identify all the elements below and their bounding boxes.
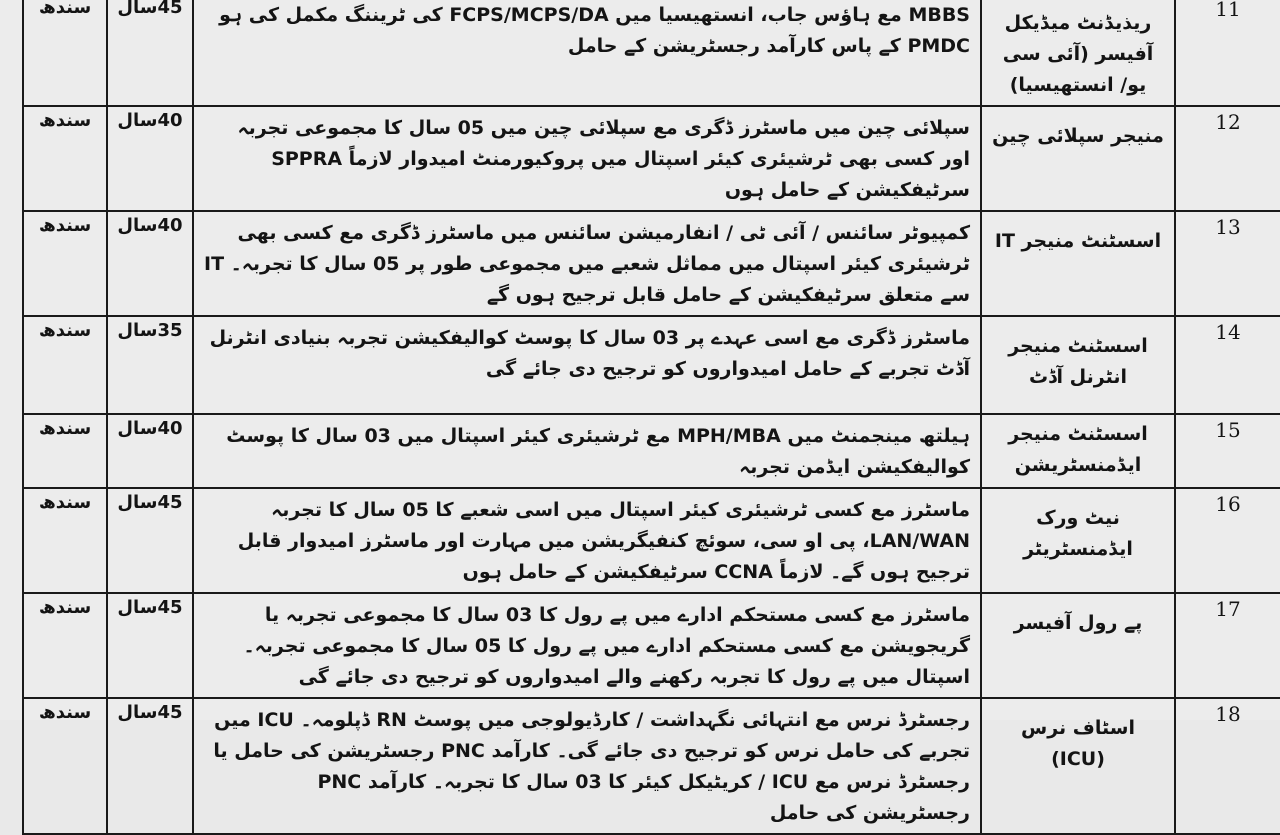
table-row: [23, 414, 1280, 488]
serial-number: 12: [1215, 110, 1241, 134]
requirement-cell: [193, 414, 981, 488]
age-text: 45سال: [117, 702, 183, 723]
age-cell: [107, 698, 193, 834]
post-title: ریذیڈنٹ میڈیکل آفیسر (آئی سی یو/ انستھیسیا): [1002, 12, 1154, 96]
requirement-cell: [193, 211, 981, 316]
serial-number: 16: [1215, 492, 1241, 516]
post-title: اسٹاف نرس (ICU): [1021, 717, 1135, 770]
domicile-cell: [23, 316, 107, 414]
age-text: 35سال: [117, 320, 183, 341]
table-row: [23, 698, 1280, 834]
requirement-cell: [193, 0, 981, 106]
table-row: [23, 488, 1280, 593]
domicile-text: سندھ: [38, 0, 92, 18]
age-cell: [107, 211, 193, 316]
domicile-cell: [23, 0, 107, 106]
requirement-text: سپلائی چین میں ماسٹرز ڈگری مع سپلائی چین میں 05 سال کا مجموعی تجربہ اور کسی بھی ٹرشیئری کیئر اسپتال میں پروکیورمنٹ امیدوار لازماً SPPRA سرٹیفکیشن کے حامل ہوں: [237, 117, 970, 201]
requirement-cell: [193, 488, 981, 593]
age-cell: [107, 106, 193, 211]
serial-number-cell: [1175, 106, 1280, 211]
table-row: [23, 106, 1280, 211]
age-text: 40سال: [117, 215, 183, 236]
serial-number-cell: [1175, 593, 1280, 698]
requirement-text: کمپیوٹر سائنس / آئی ٹی / انفارمیشن سائنس میں ماسٹرز ڈگری مع کسی بھی ٹرشیئری کیئر اسپتال میں مماثل شعبے میں مجموعی طور پر 05 سال کا تجربہ۔ IT سے متعلق سرٹیفکیشن کے حامل قابل ترجیح ہوں گے: [204, 222, 970, 306]
age-text: 40سال: [117, 110, 183, 131]
serial-number: 17: [1215, 597, 1241, 621]
post-title: اسسٹنٹ منیجر انٹرنل آڈٹ: [1008, 335, 1148, 388]
age-cell: [107, 593, 193, 698]
serial-number-cell: [1175, 211, 1280, 316]
requirement-text: ہیلتھ مینجمنٹ میں MPH/MBA مع ٹرشیئری کیئر اسپتال میں 03 سال کا پوسٹ کوالیفکیشن ایڈمن تجربہ: [226, 425, 970, 478]
post-cell: [981, 211, 1175, 316]
requirement-text: ماسٹرز ڈگری مع اسی عہدے پر 03 سال کا پوسٹ کوالیفکیشن تجربہ بنیادی انٹرنل آڈٹ تجربے کے حامل امیدواروں کو ترجیح دی جائے گی: [209, 327, 970, 380]
requirement-cell: [193, 698, 981, 834]
post-title: اسسٹنٹ منیجر IT: [994, 230, 1162, 252]
requirement-text: ماسٹرز مع کسی ٹرشیئری کیئر اسپتال میں اسی شعبے کا 05 سال کا تجربہ LAN/WAN، پی او سی، سوئچ کنفیگریشن میں مہارت اور ماسٹرز امیدوار قابل ترجیح ہوں گے۔ لازماً CCNA سرٹیفکیشن کے حامل ہوں: [237, 499, 970, 583]
table-row: [23, 0, 1280, 106]
domicile-text: سندھ: [38, 320, 92, 341]
jobs-table-body: [23, 0, 1280, 834]
serial-number: 15: [1215, 418, 1241, 442]
serial-number: 13: [1215, 215, 1241, 239]
domicile-cell: [23, 106, 107, 211]
serial-number-cell: [1175, 488, 1280, 593]
domicile-text: سندھ: [38, 492, 92, 513]
domicile-text: سندھ: [38, 702, 92, 723]
requirement-cell: [193, 106, 981, 211]
domicile-cell: [23, 593, 107, 698]
post-cell: [981, 316, 1175, 414]
serial-number-cell: [1175, 0, 1280, 106]
post-cell: [981, 488, 1175, 593]
table-row: [23, 316, 1280, 414]
serial-number: 14: [1215, 320, 1241, 344]
requirement-text: رجسٹرڈ نرس مع انتہائی نگہداشت / کارڈیولوجی میں پوسٹ RN ڈپلومہ۔ ICU میں تجربے کی حامل نرس کو ترجیح دی جائے گی۔ کارآمد PNC رجسٹریشن کی حامل یا رجسٹرڈ نرس مع ICU / کریٹیکل کیئر کا 03 سال کا تجربہ۔ کارآمد PNC رجسٹریشن کی حامل: [213, 709, 970, 824]
age-text: 40سال: [117, 418, 183, 439]
serial-number-cell: [1175, 316, 1280, 414]
domicile-text: سندھ: [38, 110, 92, 131]
requirement-text: ماسٹرز مع کسی مستحکم ادارے میں پے رول کا 03 سال کا مجموعی تجربہ یا گریجویشن مع کسی مستحکم ادارے میں پے رول کا 05 سال کا مجموعی تجربہ۔ اسپتال میں پے رول کا تجربہ رکھنے والے امیدواروں کو ترجیح دی جائے گی: [243, 604, 970, 688]
age-cell: [107, 414, 193, 488]
post-title: نیٹ ورک ایڈمنسٹریٹر: [1023, 507, 1133, 560]
age-cell: [107, 0, 193, 106]
requirement-cell: [193, 316, 981, 414]
serial-number: 18: [1215, 702, 1241, 726]
post-title: پے رول آفیسر: [1013, 612, 1143, 634]
domicile-text: سندھ: [38, 215, 92, 236]
domicile-cell: [23, 414, 107, 488]
post-title: اسسٹنٹ منیجر ایڈمنسٹریشن: [1008, 423, 1148, 476]
post-cell: [981, 0, 1175, 106]
domicile-text: سندھ: [38, 597, 92, 618]
domicile-text: سندھ: [38, 418, 92, 439]
age-cell: [107, 316, 193, 414]
age-text: 45سال: [117, 0, 183, 18]
post-cell: [981, 414, 1175, 488]
age-cell: [107, 488, 193, 593]
domicile-cell: [23, 488, 107, 593]
serial-number: 11: [1215, 0, 1241, 21]
post-cell: [981, 698, 1175, 834]
post-cell: [981, 106, 1175, 211]
table-row: [23, 593, 1280, 698]
requirement-cell: [193, 593, 981, 698]
post-cell: [981, 593, 1175, 698]
domicile-cell: [23, 211, 107, 316]
age-text: 45سال: [117, 492, 183, 513]
serial-number-cell: [1175, 698, 1280, 834]
jobs-table: [22, 0, 1280, 835]
age-text: 45سال: [117, 597, 183, 618]
requirement-text: MBBS مع ہاؤس جاب، انستھیسیا میں FCPS/MCPS/DA کی ٹریننگ مکمل کی ہو PMDC کے پاس کارآمد رجسٹریشن کے حامل: [219, 4, 970, 57]
table-row: [23, 211, 1280, 316]
domicile-cell: [23, 698, 107, 834]
post-title: منیجر سپلائی چین: [992, 125, 1164, 147]
serial-number-cell: [1175, 414, 1280, 488]
